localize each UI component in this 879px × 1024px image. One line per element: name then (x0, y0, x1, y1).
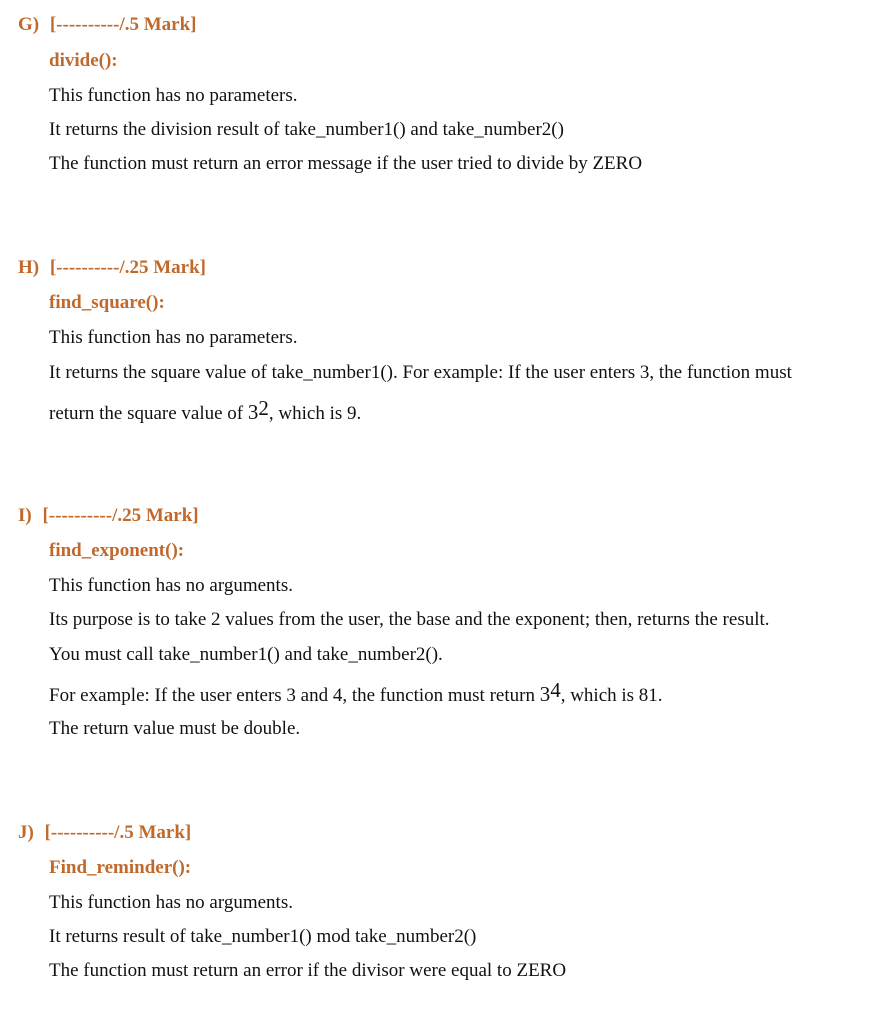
description-line: This function has no arguments. (49, 575, 293, 596)
mark-allocation: [----------/.5 Mark] (49, 14, 197, 35)
description-line (49, 396, 362, 425)
description-line: This function has no parameters. (49, 85, 298, 106)
section-label: I) (18, 505, 32, 526)
section-g-header (18, 14, 197, 36)
description-line: You must call take_number1() and take_number2(). (49, 644, 443, 665)
section-label: G) (18, 14, 40, 35)
section-label: J) (18, 822, 34, 843)
section-label: H) (18, 257, 40, 278)
description-line: The function must return an error if the divisor were equal to ZERO (49, 960, 567, 981)
mark-allocation: [----------/.5 Mark] (44, 822, 192, 843)
function-name-find-square: find_square(): (49, 292, 165, 313)
exponent-value: 4 (550, 678, 561, 702)
mark-allocation: [----------/.25 Mark] (42, 505, 199, 526)
description-line: The return value must be double. (49, 718, 301, 739)
line-text: return the square value of (49, 403, 248, 424)
function-name-find-reminder: Find_reminder(): (49, 857, 192, 878)
description-line: This function has no arguments. (49, 892, 293, 913)
function-name-divide: divide(): (49, 50, 118, 71)
base-value: 3 (539, 682, 551, 706)
description-line: It returns the square value of take_number1(). For example: If the user enters 3, the function must (49, 362, 792, 383)
section-i-header (18, 505, 199, 527)
section-j-header (18, 822, 191, 844)
description-line: It returns result of take_number1() mod take_number2() (49, 926, 477, 947)
description-line: The function must return an error message if the user tried to divide by ZERO (49, 153, 643, 174)
base-value: 3 (247, 400, 259, 424)
exponent-value: 2 (258, 396, 269, 420)
description-line: This function has no parameters. (49, 327, 298, 348)
mark-allocation: [----------/.25 Mark] (49, 257, 206, 278)
description-line: Its purpose is to take 2 values from the user, the base and the exponent; then, returns the result. (49, 609, 770, 630)
line-text: , which is 81. (560, 685, 663, 706)
section-h-header (18, 257, 206, 279)
description-line: It returns the division result of take_number1() and take_number2() (49, 119, 564, 140)
description-line (49, 678, 663, 707)
line-text: , which is 9. (268, 403, 362, 424)
function-name-find-exponent: find_exponent(): (49, 540, 185, 561)
line-text: For example: If the user enters 3 and 4, the function must return (49, 685, 540, 706)
